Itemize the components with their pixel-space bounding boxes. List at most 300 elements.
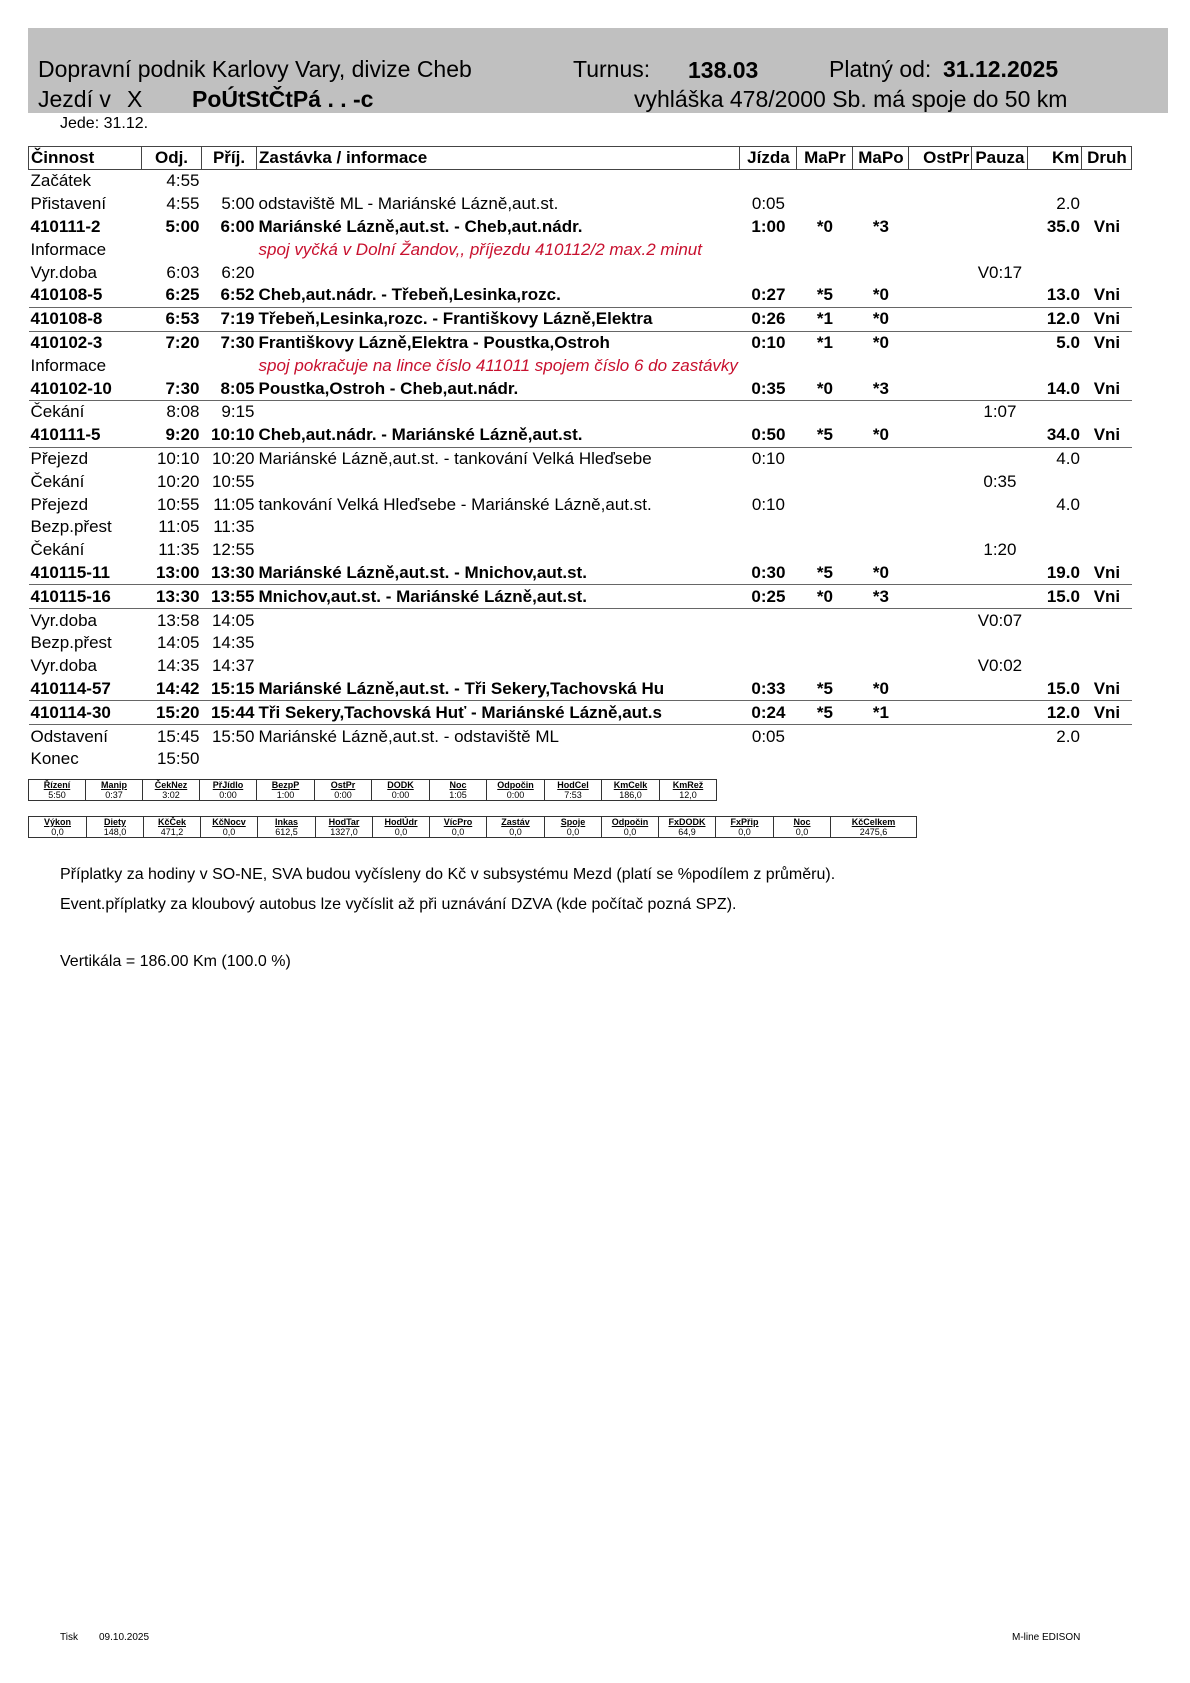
cell-km (1028, 261, 1082, 284)
cell-pauza (972, 493, 1028, 516)
cell-pauza: V0:17 (977, 262, 1023, 282)
cell-prij: 7:30 (220, 332, 255, 352)
summary-value: 1:00 (257, 790, 315, 801)
cell-zastavka (257, 609, 740, 632)
cell-cinnost: Informace (30, 355, 107, 375)
cell-mapo (853, 725, 909, 748)
cell-mapr (797, 354, 853, 377)
summary-value: 5:50 (29, 790, 86, 801)
cell-zastavka: Poustka,Ostroh - Cheb,aut.nádr. (257, 377, 740, 400)
summary-value: 7:53 (545, 790, 602, 801)
cell-prij: 6:20 (221, 262, 255, 282)
cell-km (1028, 354, 1082, 377)
schedule-row (29, 748, 1132, 771)
cell-mapr: *0 (797, 377, 853, 400)
cell-ostpr (909, 562, 972, 585)
schedule-row (29, 331, 1132, 354)
summary-value: 0:00 (315, 790, 372, 801)
cell-jizda (740, 655, 797, 678)
schedule-row (29, 400, 1132, 423)
cell-cinnost: 410111-2 (30, 216, 101, 236)
cell-cinnost: Vyr.doba (30, 610, 97, 630)
cell-cinnost: 410114-30 (29, 701, 142, 725)
cell-druh: Vni (1082, 424, 1132, 447)
cell-km: 15.0 (1028, 678, 1082, 701)
summary-value: 0,0 (545, 827, 602, 838)
summary-value: 0,0 (430, 827, 487, 838)
cell-ostpr (909, 424, 972, 447)
summary-header: Noc (774, 817, 831, 828)
cell-zastavka: spoj pokračuje na lince číslo 411011 spojem číslo 6 do zastávky (258, 355, 738, 375)
schedule-row (29, 238, 1132, 261)
cell-ostpr (909, 400, 972, 423)
cell-prij: 9:15 (221, 402, 255, 422)
cell-zastavka: Tři Sekery,Tachovská Huť - Mariánské Lázně,aut.s (257, 701, 740, 725)
cell-prij (202, 748, 257, 771)
cell-pauza (972, 307, 1028, 331)
cell-pauza (972, 238, 1028, 261)
cell-pauza: 1:20 (983, 540, 1017, 560)
cell-odj (142, 238, 202, 261)
col-header-pauza: Pauza (972, 147, 1028, 170)
cell-pauza: 1:07 (983, 402, 1017, 422)
cell-druh (1082, 516, 1132, 539)
schedule-row (29, 562, 1132, 585)
cell-druh (1082, 354, 1132, 377)
schedule-body (29, 170, 1132, 771)
cell-odj (142, 354, 202, 377)
cell-jizda (740, 609, 797, 632)
cell-jizda: 0:33 (740, 678, 797, 701)
cell-druh: Vni (1082, 284, 1132, 307)
cell-mapr (797, 655, 853, 678)
cell-mapr (797, 238, 853, 261)
cell-ostpr (909, 632, 972, 655)
cell-cinnost: 410108-8 (29, 307, 142, 331)
cell-cinnost: Odstavení (30, 726, 108, 746)
cell-druh (1082, 400, 1132, 423)
cell-ostpr (909, 193, 972, 216)
summary-header: FxDODK (659, 817, 716, 828)
summary-header: Noc (430, 780, 487, 791)
summary-header: Odpočin (602, 817, 659, 828)
cell-jizda: 0:50 (740, 424, 797, 447)
summary-value: 0,0 (29, 827, 87, 838)
summary-header: DODK (372, 780, 430, 791)
note-vertikala: Vertikála = 186.00 Km (100.0 %) (60, 953, 291, 970)
cell-prij: 10:10 (202, 424, 257, 447)
summary-header: KčCelkem (831, 817, 917, 828)
cell-pauza: 0:35 (983, 471, 1017, 491)
cell-prij: 15:50 (211, 726, 255, 746)
cell-odj: 6:03 (166, 262, 200, 282)
cell-zastavka: Cheb,aut.nádr. - Třebeň,Lesinka,rozc. (257, 284, 740, 307)
cell-jizda: 0:25 (740, 585, 797, 609)
cell-odj: 15:45 (156, 726, 200, 746)
col-header-ostpr: OstPr (909, 147, 972, 170)
cell-odj: 13:58 (156, 610, 200, 630)
schedule-row (29, 261, 1132, 284)
schedule-row (29, 585, 1132, 609)
cell-odj: 14:42 (142, 678, 202, 701)
cell-cinnost: Přistavení (30, 194, 107, 214)
cell-pauza (972, 447, 1028, 470)
cell-mapo: *0 (853, 562, 909, 585)
schedule-header-row (29, 147, 1132, 170)
cell-druh: Vni (1093, 332, 1121, 352)
cell-zastavka: odstaviště ML - Mariánské Lázně,aut.st. (258, 194, 559, 214)
summary-header: Řízení (29, 780, 86, 791)
cell-cinnost: 410102-3 (30, 332, 103, 352)
summary-header: FxPřip (716, 817, 774, 828)
summary-header: Diety (87, 817, 144, 828)
schedule-row (29, 655, 1132, 678)
cell-odj: 10:55 (156, 494, 200, 514)
schedule-row (29, 377, 1132, 400)
cell-zastavka (257, 170, 740, 193)
cell-druh (1082, 725, 1132, 748)
cell-ostpr (909, 284, 972, 307)
cell-mapo (853, 261, 909, 284)
summary-value: 0,0 (602, 827, 659, 838)
cell-prij: 11:05 (213, 494, 255, 514)
cell-jizda: 0:30 (740, 562, 797, 585)
summary-header: BezpP (257, 780, 315, 791)
cell-prij: 11:35 (213, 517, 255, 537)
cell-pauza (972, 377, 1028, 400)
cell-prij: 15:44 (202, 701, 257, 725)
summary-value: 64,9 (659, 827, 716, 838)
cell-cinnost: Bezp.přest (30, 633, 112, 653)
cell-mapr (797, 400, 853, 423)
summary-header: HodTar (316, 817, 373, 828)
cell-jizda (740, 261, 797, 284)
cell-mapr: *1 (816, 332, 833, 352)
cell-cinnost: 410115-16 (29, 585, 142, 609)
cell-ostpr (909, 354, 972, 377)
turnus-value: 138.03 (688, 57, 759, 83)
cell-mapo: *3 (853, 377, 909, 400)
cell-jizda (740, 516, 797, 539)
cell-pauza: V0:07 (977, 610, 1023, 630)
turnus-label: Turnus: (573, 56, 651, 82)
cell-mapo (853, 493, 909, 516)
cell-odj: 10:10 (156, 448, 200, 468)
cell-odj: 15:20 (142, 701, 202, 725)
cell-zastavka: Mariánské Lázně,aut.st. - tankování Velká Hleďsebe (258, 448, 652, 468)
cell-km: 2.0 (1056, 194, 1080, 214)
cell-mapr (797, 170, 853, 193)
cell-odj: 8:08 (166, 402, 200, 422)
cell-ostpr (909, 585, 972, 609)
cell-mapo (853, 516, 909, 539)
cell-ostpr (909, 609, 972, 632)
cell-pauza (972, 331, 1028, 354)
cell-prij: 15:15 (202, 678, 257, 701)
cell-mapo: *0 (853, 678, 909, 701)
cell-cinnost: 410114-57 (29, 678, 142, 701)
cell-prij: 13:55 (202, 585, 257, 609)
col-header-mapo: MaPo (853, 147, 909, 170)
summary-value: 0:00 (487, 790, 545, 801)
cell-druh (1082, 447, 1132, 470)
cell-km (1028, 609, 1082, 632)
cell-cinnost: Čekání (30, 540, 85, 560)
cell-km (1028, 170, 1082, 193)
cell-odj: 6:25 (142, 284, 202, 307)
summary-header: Odpočin (487, 780, 545, 791)
cell-cinnost: 410108-5 (29, 284, 142, 307)
cell-druh: Vni (1093, 216, 1121, 236)
summary-header: Spoje (545, 817, 602, 828)
cell-km (1028, 655, 1082, 678)
cell-mapo (853, 655, 909, 678)
cell-mapo (853, 193, 909, 216)
cell-mapr (797, 516, 853, 539)
schedule-row (29, 447, 1132, 470)
cell-km (1028, 632, 1082, 655)
cell-mapo (853, 238, 909, 261)
cell-ostpr (909, 539, 972, 562)
cell-mapr (797, 261, 853, 284)
cell-jizda: 0:27 (740, 284, 797, 307)
cell-odj: 11:35 (158, 540, 200, 560)
cell-odj: 9:20 (142, 424, 202, 447)
schedule-row (29, 493, 1132, 516)
cell-mapr: *0 (816, 216, 833, 236)
cell-pauza: V0:02 (977, 656, 1023, 676)
cell-odj: 7:20 (165, 332, 200, 352)
cell-cinnost: Přejezd (30, 448, 89, 468)
cell-km: 4.0 (1056, 494, 1080, 514)
cell-cinnost: Přejezd (30, 494, 89, 514)
cell-odj: 15:50 (156, 749, 200, 769)
cell-prij: 12:55 (211, 540, 255, 560)
cell-prij (202, 354, 257, 377)
cell-pauza (972, 562, 1028, 585)
cell-pauza (972, 193, 1028, 216)
cell-ostpr (909, 261, 972, 284)
summary-value: 1:05 (430, 790, 487, 801)
summary-value: 3:02 (143, 790, 200, 801)
cell-km: 14.0 (1028, 377, 1082, 400)
cell-ostpr (909, 216, 972, 239)
cell-ostpr (909, 516, 972, 539)
valid-from-label: Platný od: (829, 56, 932, 82)
cell-mapo (853, 632, 909, 655)
cell-prij: 10:20 (211, 448, 255, 468)
cell-km (1028, 238, 1082, 261)
cell-km (1028, 748, 1082, 771)
cell-jizda: 0:10 (751, 494, 785, 514)
print-date: 09.10.2025 (99, 1632, 150, 1643)
col-header-druh: Druh (1082, 147, 1132, 170)
cell-km (1028, 516, 1082, 539)
cell-mapr: *5 (797, 701, 853, 725)
cell-mapo (853, 400, 909, 423)
cell-pauza (972, 585, 1028, 609)
summary-header: ČekNez (143, 780, 200, 791)
cell-mapr: *5 (797, 424, 853, 447)
cell-odj: 10:20 (156, 471, 200, 491)
cell-zastavka: Mariánské Lázně,aut.st. - Tři Sekery,Tachovská Hu (257, 678, 740, 701)
cell-zastavka: spoj vyčká v Dolní Žandov,, příjezdu 410112/2 max.2 minut (258, 239, 702, 259)
cell-jizda: 1:00 (751, 216, 786, 236)
cell-km: 12.0 (1028, 307, 1082, 331)
summary-value: 0:00 (200, 790, 257, 801)
cell-druh: Vni (1082, 678, 1132, 701)
cell-jizda (740, 632, 797, 655)
cell-cinnost: Informace (30, 239, 107, 259)
days-code: PoÚtStČtPá . . -c (192, 86, 374, 112)
col-header-mapr: MaPr (797, 147, 853, 170)
cell-jizda (740, 470, 797, 493)
cell-mapr: *1 (797, 307, 853, 331)
cell-mapr (797, 609, 853, 632)
software-brand: M-line EDISON (1012, 1632, 1081, 1643)
schedule-row (29, 632, 1132, 655)
schedule-row (29, 609, 1132, 632)
cell-pauza (972, 170, 1028, 193)
cell-km (1028, 470, 1082, 493)
cell-druh (1082, 493, 1132, 516)
cell-jizda: 0:05 (751, 194, 785, 214)
summary-header: Výkon (29, 817, 87, 828)
cell-druh (1082, 261, 1132, 284)
summary-table-money (28, 816, 917, 838)
cell-km: 4.0 (1056, 448, 1080, 468)
summary-header: Zastáv (487, 817, 545, 828)
cell-prij: 14:35 (211, 633, 255, 653)
cell-zastavka: tankování Velká Hleďsebe - Mariánské Lázně,aut.st. (258, 494, 652, 514)
cell-mapo (853, 170, 909, 193)
cell-mapr: *5 (797, 678, 853, 701)
cell-druh: Vni (1082, 562, 1132, 585)
cell-mapo (853, 354, 909, 377)
cell-ostpr (909, 748, 972, 771)
cell-jizda (740, 748, 797, 771)
summary-header: KmCelk (602, 780, 660, 791)
cell-mapo: *1 (853, 701, 909, 725)
cell-km: 35.0 (1046, 216, 1080, 236)
cell-cinnost: Čekání (30, 471, 85, 491)
cell-ostpr (909, 447, 972, 470)
cell-zastavka (257, 261, 740, 284)
cell-zastavka: Mariánské Lázně,aut.st. - Cheb,aut.nádr. (258, 216, 583, 236)
jede-date: Jede: 31.12. (60, 115, 149, 132)
col-header-jizda: Jízda (740, 147, 797, 170)
cell-jizda (740, 400, 797, 423)
cell-jizda: 0:10 (751, 332, 786, 352)
cell-ostpr (909, 678, 972, 701)
cell-cinnost: Čekání (30, 402, 85, 422)
cell-odj: 13:00 (142, 562, 202, 585)
cell-druh (1082, 539, 1132, 562)
cell-pauza (972, 748, 1028, 771)
cell-odj: 11:05 (158, 517, 200, 537)
cell-prij: 13:30 (202, 562, 257, 585)
cell-jizda (740, 238, 797, 261)
cell-zastavka: Cheb,aut.nádr. - Mariánské Lázně,aut.st. (257, 424, 740, 447)
cell-prij (202, 238, 257, 261)
cell-pauza (972, 284, 1028, 307)
summary-header: PřJídlo (200, 780, 257, 791)
summary-header: KmRež (660, 780, 717, 791)
schedule-table (28, 146, 1132, 771)
summary-value: 2475,6 (831, 827, 917, 838)
cell-mapo: *0 (853, 284, 909, 307)
summary-header: KčČek (144, 817, 201, 828)
cell-pauza (972, 725, 1028, 748)
cell-cinnost: Konec (30, 749, 79, 769)
cell-prij: 6:00 (220, 216, 255, 236)
cell-mapr (797, 748, 853, 771)
col-header-prij: Příj. (202, 147, 257, 170)
cell-prij: 14:05 (211, 610, 255, 630)
cell-pauza (972, 701, 1028, 725)
cell-prij (202, 170, 257, 193)
cell-mapr (797, 493, 853, 516)
cell-cinnost: Vyr.doba (30, 262, 97, 282)
schedule-row (29, 470, 1132, 493)
valid-from-value: 31.12.2025 (943, 56, 1059, 82)
cell-odj: 13:30 (142, 585, 202, 609)
col-header-cinnost: Činnost (29, 147, 142, 170)
cell-druh (1082, 632, 1132, 655)
summary-value: 0,0 (774, 827, 831, 838)
cell-cinnost: 410115-11 (29, 562, 142, 585)
cell-zastavka (257, 632, 740, 655)
cell-ostpr (909, 493, 972, 516)
schedule-row (29, 284, 1132, 307)
cell-jizda: 0:10 (751, 448, 785, 468)
cell-km: 13.0 (1028, 284, 1082, 307)
jezdi-x: X (127, 86, 143, 112)
cell-mapr: *5 (797, 284, 853, 307)
cell-mapo (853, 609, 909, 632)
cell-zastavka (257, 539, 740, 562)
cell-druh (1082, 193, 1132, 216)
summary-value: 0,0 (487, 827, 545, 838)
print-label: Tisk (60, 1632, 78, 1643)
cell-zastavka (257, 516, 740, 539)
schedule-row (29, 725, 1132, 748)
cell-jizda: 0:05 (751, 726, 785, 746)
cell-odj: 14:35 (156, 656, 200, 676)
cell-prij: 7:19 (202, 307, 257, 331)
col-header-zastavka: Zastávka / informace (257, 147, 740, 170)
summary-value: 0,0 (716, 827, 774, 838)
cell-km (1028, 539, 1082, 562)
note-articulated-bus: Event.příplatky za kloubový autobus lze vyčíslit až při uznávání DZVA (kde počítač pozná SPZ). (60, 896, 737, 913)
cell-druh: Vni (1082, 585, 1132, 609)
cell-cinnost: 410111-5 (29, 424, 142, 447)
cell-km: 19.0 (1028, 562, 1082, 585)
cell-mapo (853, 470, 909, 493)
cell-mapr: *5 (797, 562, 853, 585)
summary-value: 0:37 (86, 790, 143, 801)
summary-value: 0,0 (373, 827, 430, 838)
cell-prij: 8:05 (202, 377, 257, 400)
cell-ostpr (909, 307, 972, 331)
schedule-row (29, 170, 1132, 193)
cell-ostpr (909, 701, 972, 725)
schedule-row (29, 424, 1132, 447)
company-name: Dopravní podnik Karlovy Vary, divize Cheb (38, 56, 472, 82)
cell-zastavka (257, 655, 740, 678)
cell-pauza (972, 354, 1028, 377)
summary-header: OstPr (315, 780, 372, 791)
